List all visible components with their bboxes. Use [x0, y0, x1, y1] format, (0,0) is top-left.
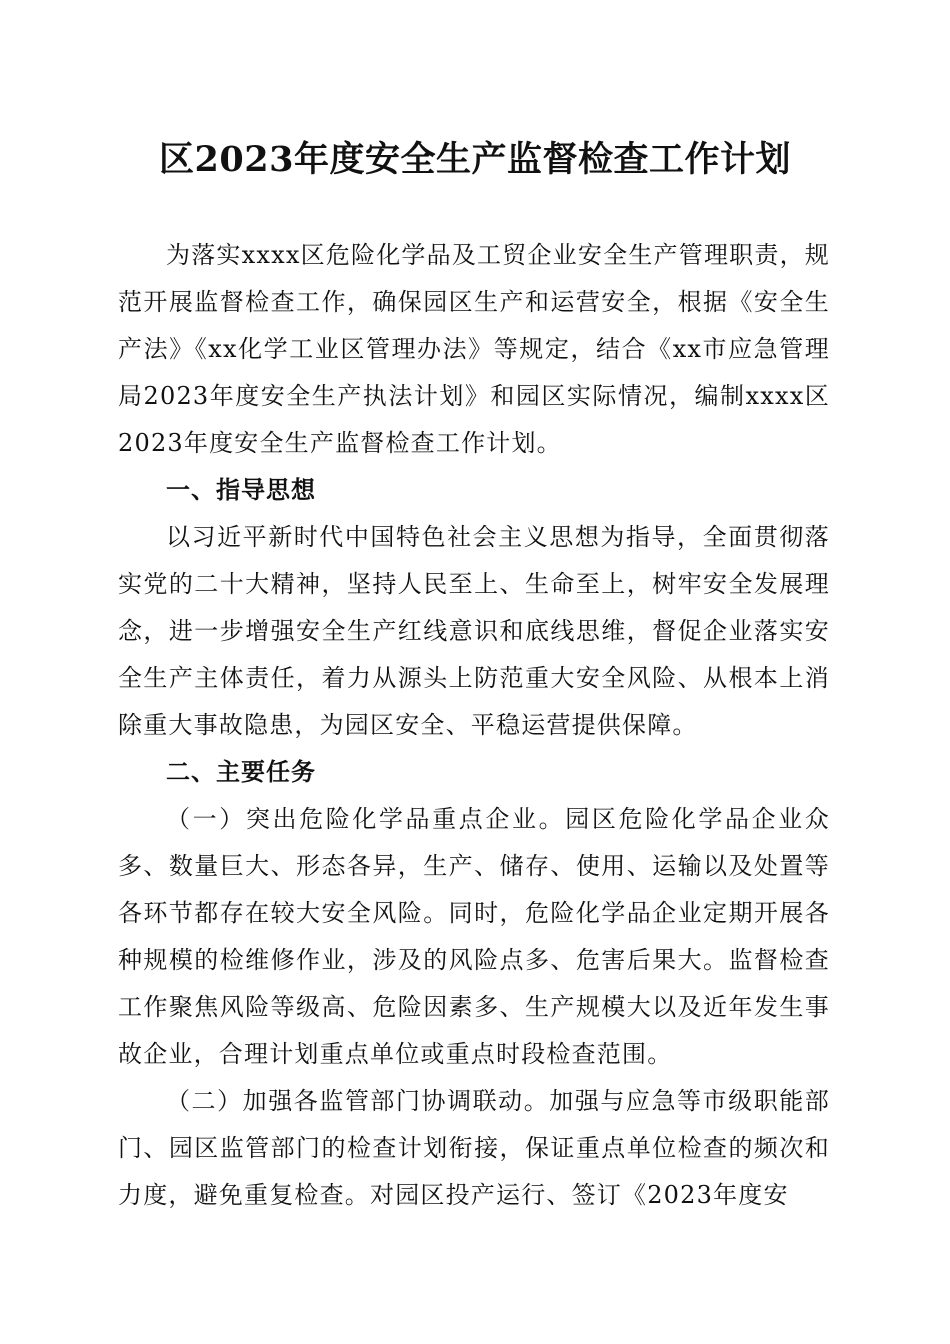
task-item-2-body: 加强与应急等市级职能部门、园区监管部门的检查计划衔接，保证重点单位检查的频次和力度，避免重复检查。对园区投产运行、签订《2023年度安	[118, 1087, 830, 1209]
task-item-1-body: 园区危险化学品企业众多、数量巨大、形态各异，生产、储存、使用、运输以及处置等各环节都存在较大安全风险。同时，危险化学品企业定期开展各种规模的检维修作业，涉及的风险点多、危害后果大。监督检查工作聚焦风险等级高、危险因素多、生产规模大以及近年发生事故企业，合理计划重点单位或重点时段检查范围。	[118, 805, 830, 1068]
intro-paragraph: 为落实xxxx区危险化学品及工贸企业安全生产管理职责，规范开展监督检查工作，确保园区生产和运营安全，根据《安全生产法》《xx化学工业区管理办法》等规定，结合《xx市应急管理局2023年度安全生产执法计划》和园区实际情况，编制xxxx区2023年度安全生产监督检查工作计划。	[118, 241, 830, 457]
section-heading-main-tasks: 二、主要任务	[166, 758, 316, 786]
task-item-1-paragraph	[118, 796, 830, 1078]
document-body	[118, 232, 830, 1219]
task-item-2-paragraph	[118, 1078, 830, 1219]
guiding-ideology-paragraph: 以习近平新时代中国特色社会主义思想为指导，全面贯彻落实党的二十大精神，坚持人民至上、生命至上，树牢安全发展理念，进一步增强安全生产红线意识和底线思维，督促企业落实安全生产主体责任，着力从源头上防范重大安全风险、从根本上消除重大事故隐患，为园区安全、平稳运营提供保障。	[118, 523, 830, 739]
document-title: 区2023年度安全生产监督检查工作计划	[159, 139, 791, 180]
section-heading-guiding-ideology: 一、指导思想	[166, 476, 316, 504]
task-item-2-lead: （二）加强各监管部门协调联动。	[166, 1087, 550, 1115]
task-item-1-lead: （一）突出危险化学品重点企业。	[166, 805, 566, 833]
